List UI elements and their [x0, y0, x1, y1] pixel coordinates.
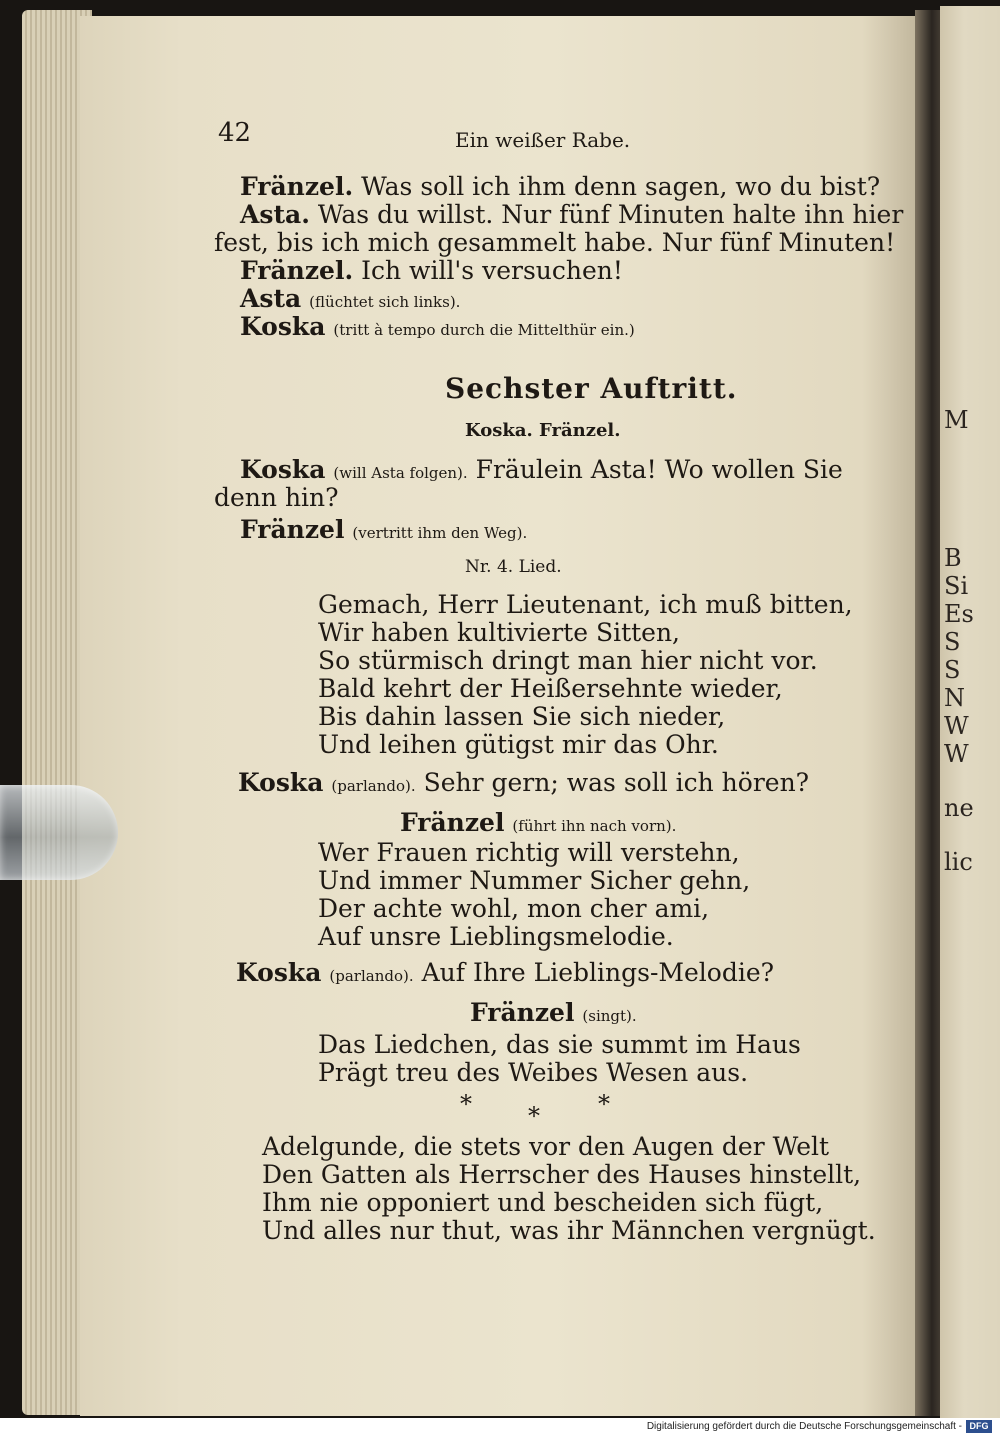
book-gutter: [915, 10, 943, 1416]
speaker-name: Fränzel.: [240, 172, 354, 201]
facing-page-fragment: N: [944, 684, 965, 712]
song-heading: Nr. 4. Lied.: [465, 557, 562, 577]
verse-line: Wir haben kultivierte Sitten,: [318, 618, 680, 647]
dialogue-line: [240, 172, 880, 201]
verse-line: So stürmisch dringt man hier nicht vor.: [318, 646, 818, 675]
funding-credit: Digitalisierung gefördert durch die Deutsche Forschungsgemeinschaft -: [646, 1421, 962, 1432]
footer-bar: [0, 1418, 1000, 1436]
speaker-name: Koska: [236, 958, 322, 987]
stage-direction: (führt ihn nach vorn).: [512, 817, 677, 835]
speaker-name: Asta.: [240, 200, 310, 229]
dialogue-line: [240, 256, 623, 285]
facing-page-fragment: lic: [944, 848, 973, 876]
verse-line: Bis dahin lassen Sie sich nieder,: [318, 702, 726, 731]
facing-page-fragment: Es: [944, 600, 974, 628]
verse-line: Und leihen gütigst mir das Ohr.: [318, 730, 719, 759]
dialogue-text: Sehr gern; was soll ich hören?: [423, 768, 810, 797]
dialogue-text: fest, bis ich mich gesammelt habe. Nur fünf Minuten!: [214, 228, 896, 257]
dialogue-line: [400, 808, 676, 837]
verse-line: Auf unsre Lieblingsmelodie.: [318, 922, 674, 951]
dialogue-line: [238, 768, 809, 797]
running-title: Ein weißer Rabe.: [455, 128, 631, 152]
dfg-logo: DFG: [966, 1420, 992, 1433]
verse-line: Adelgunde, die stets vor den Augen der Welt: [262, 1132, 830, 1161]
dialogue-line: [470, 998, 637, 1027]
page-number: 42: [218, 118, 252, 148]
dialogue-text: Was du willst. Nur fünf Minuten halte ihn hier: [317, 200, 904, 229]
facing-page-fragment: M: [944, 406, 969, 434]
speaker-name: Fränzel: [240, 515, 345, 544]
verse-line: Bald kehrt der Heißersehnte wieder,: [318, 674, 783, 703]
dialogue-text: Fräulein Asta! Wo wollen Sie: [475, 455, 843, 484]
dialogue-line: [240, 312, 635, 341]
scene-persons: Koska. Fränzel.: [465, 420, 621, 441]
asterisk: *: [528, 1102, 540, 1130]
speaker-name: Asta: [240, 284, 302, 313]
facing-page-fragment: Si: [944, 572, 969, 600]
dialogue-text: Ich will's versuchen!: [361, 256, 623, 285]
speaker-name: Koska: [240, 312, 326, 341]
verse-line: Gemach, Herr Lieutenant, ich muß bitten,: [318, 590, 853, 619]
verse-line: Das Liedchen, das sie summt im Haus: [318, 1030, 801, 1059]
asterisk: *: [598, 1090, 610, 1118]
stage-direction: (parlando).: [331, 777, 416, 795]
verse-line: Wer Frauen richtig will verstehn,: [318, 838, 740, 867]
dialogue-text: Was soll ich ihm denn sagen, wo du bist?: [361, 172, 881, 201]
dialogue-line: [240, 515, 527, 544]
facing-page-fragment: S: [944, 656, 961, 684]
verse-line: Und immer Nummer Sicher gehn,: [318, 866, 751, 895]
stage-direction: (vertritt ihm den Weg).: [352, 524, 528, 542]
speaker-name: Koska: [238, 768, 324, 797]
facing-page-fragment: ne: [944, 794, 974, 822]
speaker-name: Fränzel: [470, 998, 575, 1027]
stage-direction: (singt).: [582, 1007, 637, 1025]
dialogue-line: [240, 284, 460, 313]
facing-page: [940, 6, 1000, 1418]
scene-title: Sechster Auftritt.: [445, 372, 738, 405]
facing-page-fragment: S: [944, 628, 961, 656]
speaker-name: Fränzel.: [240, 256, 354, 285]
stage-direction: (parlando).: [329, 967, 414, 985]
verse-line: Den Gatten als Herrscher des Hauses hinstellt,: [262, 1160, 862, 1189]
dialogue-line: [240, 200, 903, 229]
page-clip: [0, 785, 118, 880]
dialogue-text: Auf Ihre Lieblings-Melodie?: [421, 958, 775, 987]
stage-direction: (flüchtet sich links).: [309, 293, 461, 311]
stage-direction: (will Asta folgen).: [333, 464, 468, 482]
speaker-name: Koska: [240, 455, 326, 484]
facing-page-fragment: W: [944, 712, 969, 740]
dialogue-line: [236, 958, 774, 987]
verse-line: Prägt treu des Weibes Wesen aus.: [318, 1058, 749, 1087]
asterisk: *: [460, 1090, 472, 1118]
dialogue-text: denn hin?: [214, 483, 339, 512]
speaker-name: Fränzel: [400, 808, 505, 837]
facing-page-fragment: B: [944, 544, 962, 572]
verse-line: Ihm nie opponiert und bescheiden sich fügt,: [262, 1188, 824, 1217]
verse-line: Und alles nur thut, was ihr Männchen vergnügt.: [262, 1216, 876, 1245]
dialogue-line: [240, 455, 843, 484]
facing-page-fragment: W: [944, 740, 969, 768]
stage-direction: (tritt à tempo durch die Mittelthür ein.): [333, 321, 635, 339]
verse-line: Der achte wohl, mon cher ami,: [318, 894, 710, 923]
